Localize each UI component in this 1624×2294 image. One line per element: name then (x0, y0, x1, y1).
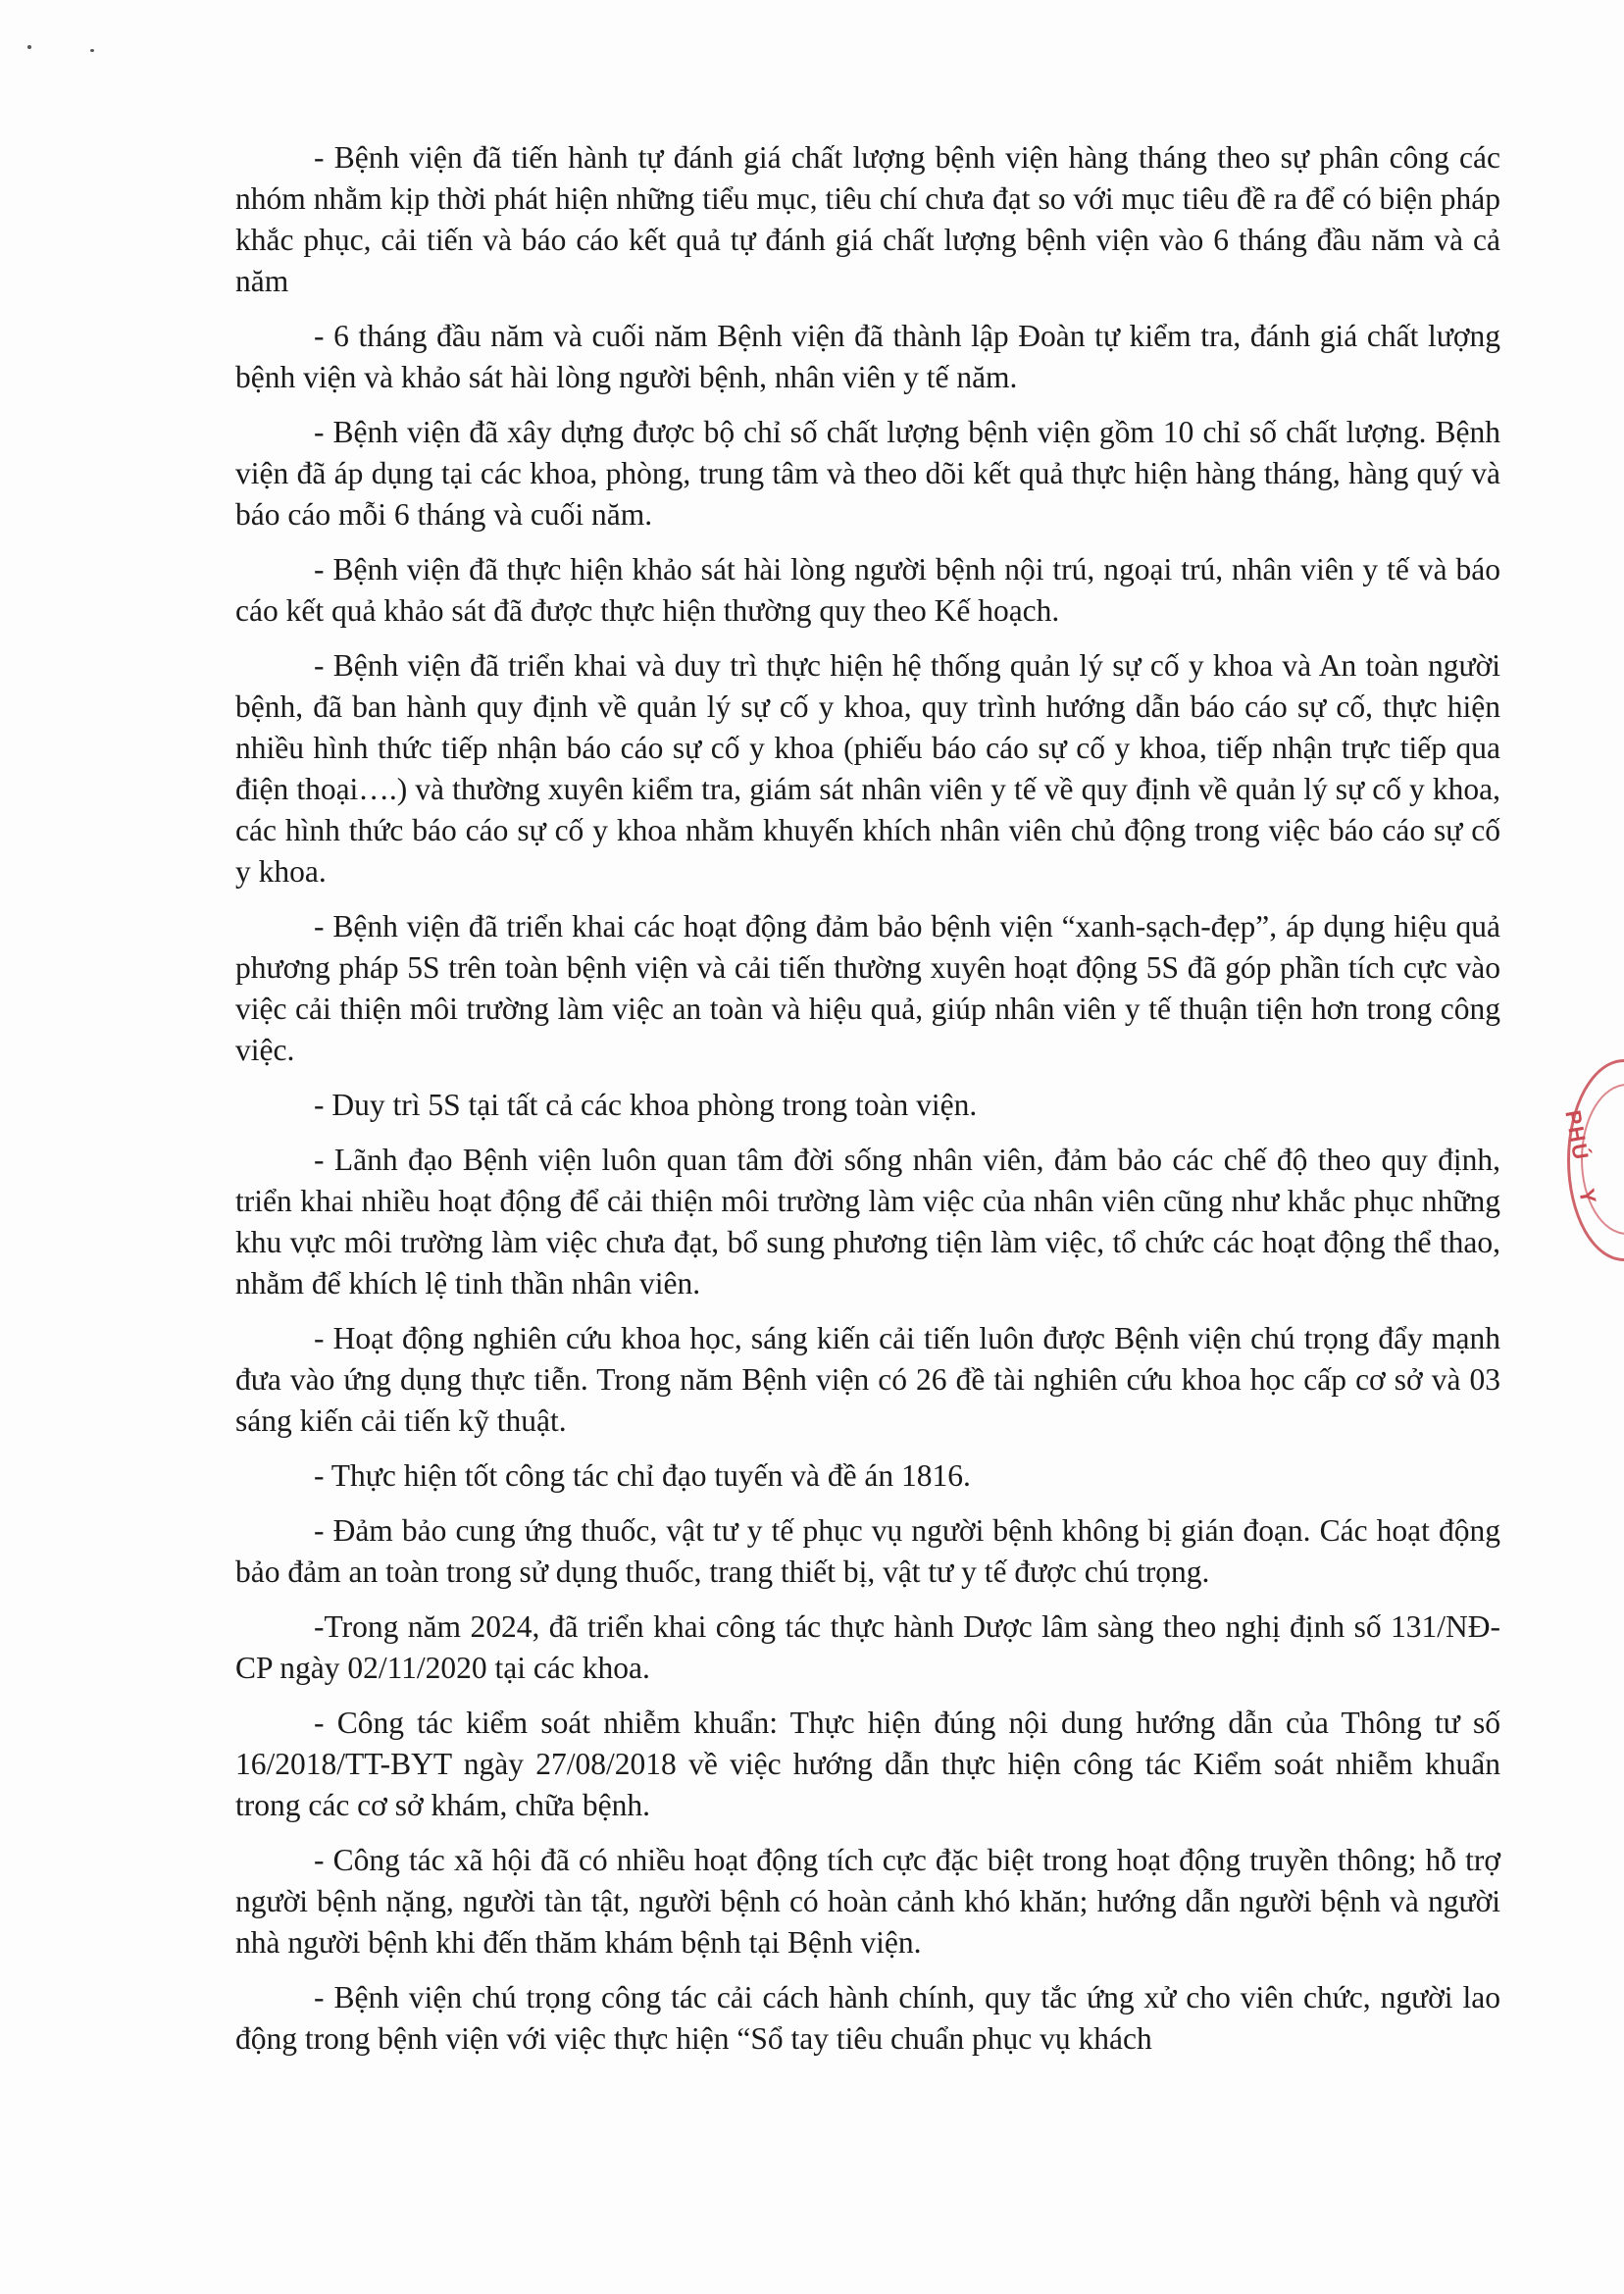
paragraph: - Lãnh đạo Bệnh viện luôn quan tâm đời sống nhân viên, đảm bảo các chế độ theo quy định, triển khai nhiều hoạt động để cải thiện môi trường làm việc của nhân viên cũng như khắc phục những khu vực môi trường làm việc chưa đạt, bổ sung phương tiện làm việc, tổ chức các hoạt động thể thao, nhằm để khích lệ tinh thần nhân viên. (235, 1143, 1500, 1300)
paragraph: -Trong năm 2024, đã triển khai công tác thực hành Dược lâm sàng theo nghị định số 131/NĐ-CP ngày 02/11/2020 tại các khoa. (235, 1609, 1500, 1685)
paragraph: - Đảm bảo cung ứng thuốc, vật tư y tế phục vụ người bệnh không bị gián đoạn. Các hoạt động bảo đảm an toàn trong sử dụng thuốc, trang thiết bị, vật tư y tế được chú trọng. (235, 1513, 1500, 1589)
paragraph: - Công tác kiểm soát nhiễm khuẩn: Thực hiện đúng nội dung hướng dẫn của Thông tư số 16/2018/TT-BYT ngày 27/08/2018 về việc hướng dẫn thực hiện công tác Kiểm soát nhiễm khuẩn trong các cơ sở khám, chữa bệnh. (235, 1706, 1500, 1822)
paragraph: - Thực hiện tốt công tác chỉ đạo tuyến và đề án 1816. (314, 1458, 971, 1493)
paragraph: - 6 tháng đầu năm và cuối năm Bệnh viện đã thành lập Đoàn tự kiểm tra, đánh giá chất lượng bệnh viện và khảo sát hài lòng người bệnh, nhân viên y tế năm. (235, 319, 1500, 394)
paragraph: - Bệnh viện đã tiến hành tự đánh giá chất lượng bệnh viện hàng tháng theo sự phân công các nhóm nhằm kịp thời phát hiện những tiểu mục, tiêu chí chưa đạt so với mục tiêu đề ra để có biện pháp khắc phục, cải tiến và báo cáo kết quả tự đánh giá chất lượng bệnh viện vào 6 tháng đầu năm và cả năm (235, 140, 1500, 298)
paragraph: - Công tác xã hội đã có nhiều hoạt động tích cực đặc biệt trong hoạt động truyền thông; hỗ trợ người bệnh nặng, người tàn tật, người bệnh có hoàn cảnh khó khăn; hướng dẫn người bệnh và người nhà người bệnh khi đến thăm khám bệnh tại Bệnh viện. (235, 1843, 1500, 1960)
document-body (235, 137, 1500, 2073)
paragraph: - Bệnh viện đã triển khai và duy trì thực hiện hệ thống quản lý sự cố y khoa và An toàn người bệnh, đã ban hành quy định về quản lý sự cố y khoa, quy trình hướng dẫn báo cáo sự cố, thực hiện nhiều hình thức tiếp nhận báo cáo sự cố y khoa (phiếu báo cáo sự cố y khoa, tiếp nhận trực tiếp qua điện thoại….) và thường xuyên kiểm tra, giám sát nhân viên y tế về quy định về quản lý sự cố y khoa, các hình thức báo cáo sự cố y khoa nhằm khuyến khích nhân viên chủ động trong việc báo cáo sự cố y khoa. (235, 648, 1500, 889)
paragraph: - Duy trì 5S tại tất cả các khoa phòng trong toàn viện. (314, 1088, 978, 1122)
paragraph: - Bệnh viện đã xây dựng được bộ chỉ số chất lượng bệnh viện gồm 10 chỉ số chất lượng. Bệnh viện đã áp dụng tại các khoa, phòng, trung tâm và theo dõi kết quả thực hiện hàng tháng, hàng quý và báo cáo mỗi 6 tháng và cuối năm. (235, 415, 1500, 532)
paragraph: - Bệnh viện đã thực hiện khảo sát hài lòng người bệnh nội trú, ngoại trú, nhân viên y tế và báo cáo kết quả khảo sát đã được thực hiện thường quy theo Kế hoạch. (235, 552, 1500, 628)
scan-speck (90, 49, 94, 52)
seal-text-bottom: Y (1574, 1187, 1601, 1205)
paragraph: - Bệnh viện chú trọng công tác cải cách hành chính, quy tắc ứng xử cho viên chức, người lao động trong bệnh viện với việc thực hiện “Sổ tay tiêu chuẩn phục vụ khách (235, 1980, 1500, 2056)
paragraph: - Bệnh viện đã triển khai các hoạt động đảm bảo bệnh viện “xanh-sạch-đẹp”, áp dụng hiệu quả phương pháp 5S trên toàn bệnh viện và cải tiến thường xuyên hoạt động 5S đã góp phần tích cực vào việc cải thiện môi trường làm việc an toàn và hiệu quả, giúp nhân viên y tế thuận tiện hơn trong công việc. (235, 909, 1500, 1067)
seal-text-top: PHÚ (1560, 1108, 1595, 1163)
paragraph: - Hoạt động nghiên cứu khoa học, sáng kiến cải tiến luôn được Bệnh viện chú trọng đẩy mạnh đưa vào ứng dụng thực tiễn. Trong năm Bệnh viện có 26 đề tài nghiên cứu khoa học cấp cơ sở và 03 sáng kiến cải tiến kỹ thuật. (235, 1321, 1500, 1438)
scan-speck (27, 45, 31, 49)
